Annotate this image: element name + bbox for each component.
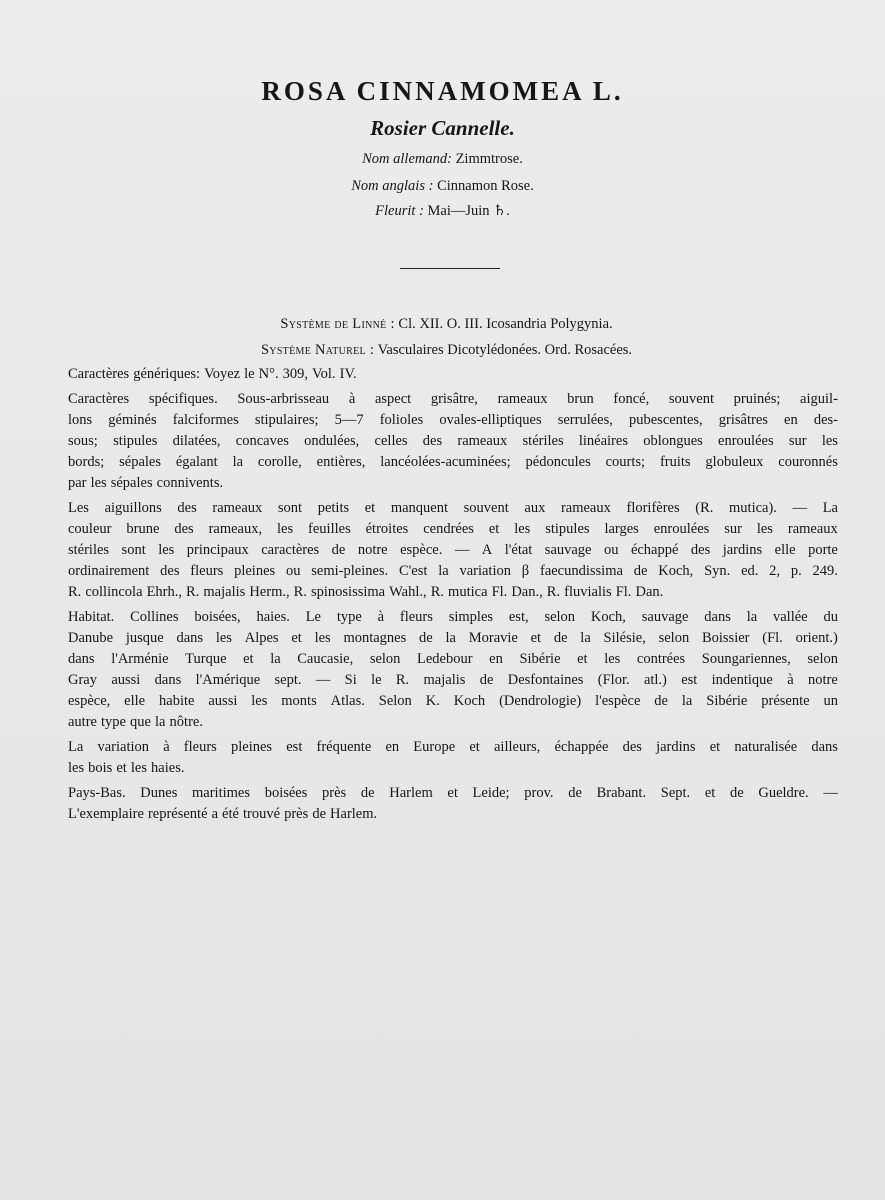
paragraph <box>68 783 838 825</box>
text-line: lons géminés falciformes stipulaires; 5—7 folioles ovales-elliptiques serrulées, pubescentes, grisâtres en des- <box>68 412 838 428</box>
text-line: stériles sont les principaux caractères de notre espèce. — A l'état sauvage ou échappé des jardins elle porte <box>68 542 838 558</box>
text-line: ordinairement des fleurs pleines ou semi-pleines. C'est la variation β faecundissima de Koch, Syn. ed. 2, p. 249. <box>68 563 838 579</box>
system-linne-value: Cl. XII. O. III. Icosandria Polygynia. <box>398 316 613 332</box>
name-english <box>0 178 885 195</box>
paragraph <box>68 498 838 607</box>
name-german-value: Zimmtrose. <box>455 151 523 167</box>
system-natural-value: Vasculaires Dicotylédonées. Ord. Rosacées. <box>377 342 633 358</box>
text-line: autre type que la nôtre. <box>68 714 203 730</box>
system-linne-label: Système de Linné : <box>280 316 395 332</box>
description-body <box>68 364 838 825</box>
flowering <box>0 203 885 220</box>
text-line: sous; stipules dilatées, concaves ondulées, celles des rameaux stériles linéaires oblongues enroulées sur les <box>68 433 838 449</box>
text-line: Pays-Bas. Dunes maritimes boisées près de Harlem et Leide; prov. de Brabant. Sept. et de Gueldre. — <box>68 785 838 801</box>
divider <box>400 268 500 269</box>
name-english-value: Cinnamon Rose. <box>437 178 534 194</box>
name-german-label: Nom allemand: <box>362 151 452 167</box>
paragraph <box>68 737 838 783</box>
page-subtitle: Rosier Cannelle. <box>370 116 515 140</box>
page-title: ROSA CINNAMOMEA L. <box>261 76 624 106</box>
text-line: Danube jusque dans les Alpes et les montagnes de la Moravie et de la Silésie, selon Boissier (Fl. orient.) <box>68 630 838 646</box>
text-line: par les sépales connivents. <box>68 475 224 491</box>
flowering-value: Mai—Juin ♄. <box>427 203 510 219</box>
text-line: Habitat. Collines boisées, haies. Le type à fleurs simples est, selon Koch, sauvage dans la vallée du <box>68 609 838 625</box>
system-natural <box>4 342 885 359</box>
text-line: R. collincola Ehrh., R. majalis Herm., R. spinosissima Wahl., R. mutica Fl. Dan., R. fluvialis Fl. Dan. <box>68 584 664 600</box>
text-line: espèce, elle habite aussi les monts Atlas. Selon K. Koch (Dendrologie) l'espèce de la Sibérie présente un <box>68 693 838 709</box>
name-german <box>0 151 885 168</box>
paragraph <box>68 389 838 498</box>
text-line: Gray aussi dans l'Amérique sept. — Si le R. majalis de Desfontaines (Flor. atl.) est indentique à notre <box>68 672 838 688</box>
text-line: L'exemplaire représenté a été trouvé près de Harlem. <box>68 806 378 822</box>
system-linne <box>4 316 885 333</box>
text-line: les bois et les haies. <box>68 760 185 776</box>
text-line: Caractères génériques: Voyez le N°. 309, Vol. IV. <box>68 366 357 382</box>
text-line: La variation à fleurs pleines est fréquente en Europe et ailleurs, échappée des jardins et naturalisée dans <box>68 739 838 755</box>
text-line: Les aiguillons des rameaux sont petits et manquent souvent aux rameaux florifères (R. mutica). — La <box>68 500 838 516</box>
text-line: dans l'Arménie Turque et la Caucasie, selon Ledebour en Sibérie et les contrées Soungariennes, selon <box>68 651 838 667</box>
paragraph <box>68 607 838 737</box>
text-line: Caractères spécifiques. Sous-arbrisseau à aspect grisâtre, rameaux brun foncé, souvent pruinés; aiguil- <box>68 391 838 407</box>
name-english-label: Nom anglais : <box>351 178 434 194</box>
text-line: bords; sépales égalant la corolle, entières, lancéolées-acuminées; pédoncules courts; fruits globuleux couronnés <box>68 454 838 470</box>
paragraph <box>68 364 838 389</box>
text-line: couleur brune des rameaux, les feuilles étroites cendrées et les stipules larges enroulées sur les rameaux <box>68 521 838 537</box>
system-natural-label: Système Naturel : <box>260 342 375 358</box>
flowering-label: Fleurit : <box>375 203 424 219</box>
